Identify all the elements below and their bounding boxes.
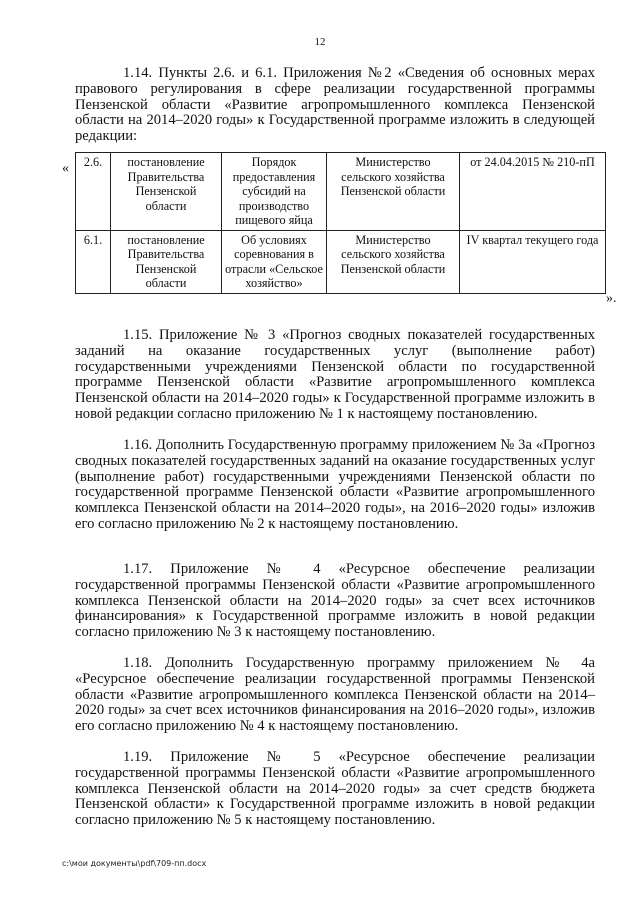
table-cell: Порядок предоставления субсидий на производство пищевого яйца	[222, 153, 327, 231]
table-cell: Министерство сельского хозяйства Пензенской области	[327, 153, 460, 231]
paragraph-1-14: 1.14. Пункты 2.6. и 6.1. Приложения №2 «Сведения об основных мерах правового регулирования в сфере реализации государственной программы Пензенской области «Развитие агропромышленного комплекса Пензенской области на 2014–2020 годы» к Государственной программе изложить в следующей редакции:	[75, 65, 595, 145]
table-cell: Министерство сельского хозяйства Пензенской области	[327, 230, 460, 293]
table-cell: IV квартал текущего года	[460, 230, 606, 293]
paragraph-1-16: 1.16. Дополнить Государственную программу приложением № 3а «Прогноз сводных показателей государственных заданий на оказание государственных услуг (выполнение работ) государственными учреждениями Пензенской области по государственной программе Пензенской области «Развитие агропромышленного комплекса Пензенской области на 2014–2020 годы», на 2016–2020 годы» изложив его согласно приложению № 2 к настоящему постановлению.	[75, 437, 595, 532]
table-row	[76, 153, 606, 231]
table-cell: от 24.04.2015 № 210-пП	[460, 153, 606, 231]
paragraph-1-19: 1.19. Приложение № 5 «Ресурсное обеспечение реализации государственной программы Пензенской области «Развитие агропромышленного комплекса Пензенской области на 2014–2020 годы» за счет средств бюджета Пензенской области» к Государственной программе изложить в новой редакции согласно приложению № 5 к настоящему постановлению.	[75, 749, 595, 829]
footer-file-path: c:\мои документы\pdf\709-пп.docx	[62, 859, 207, 868]
paragraph-1-17: 1.17. Приложение № 4 «Ресурсное обеспечение реализации государственной программы Пензенской области «Развитие агропромышленного комплекса Пензенской области на 2014–2020 годы» за счет всех источников финансирования» к Государственной программе изложить в новой редакции согласно приложению № 3 к настоящему постановлению.	[75, 561, 595, 641]
table-cell: постановление Правительства Пензенской области	[111, 230, 222, 293]
table-cell: 6.1.	[76, 230, 111, 293]
measures-table	[75, 152, 606, 294]
table-cell: 2.6.	[76, 153, 111, 231]
quote-close: ».	[606, 291, 617, 306]
paragraph-1-15: 1.15. Приложение № 3 «Прогноз сводных показателей государственных заданий на оказание государственных услуг (выполнение работ) государственными учреждениями Пензенской области по государственной программе Пензенской области «Развитие агропромышленного комплекса Пензенской области на 2014–2020 годы» к Государственной программе изложить в новой редакции согласно приложению № 1 к настоящему постановлению.	[75, 327, 595, 422]
table-row	[76, 230, 606, 293]
paragraph-1-18: 1.18. Дополнить Государственную программу приложением № 4а «Ресурсное обеспечение реализации государственной программы Пензенской области «Развитие агропромышленного комплекса Пензенской области на 2014–2020 годы» за счет всех источников финансирования на 2016–2020 годы», изложив его согласно приложению № 4 к настоящему постановлению.	[75, 655, 595, 735]
page-number: 12	[314, 36, 326, 48]
quote-open: «	[62, 161, 69, 176]
table-cell: Об условиях соревнования в отрасли «Сельское хозяйство»	[222, 230, 327, 293]
table-cell: постановление Правительства Пензенской области	[111, 153, 222, 231]
